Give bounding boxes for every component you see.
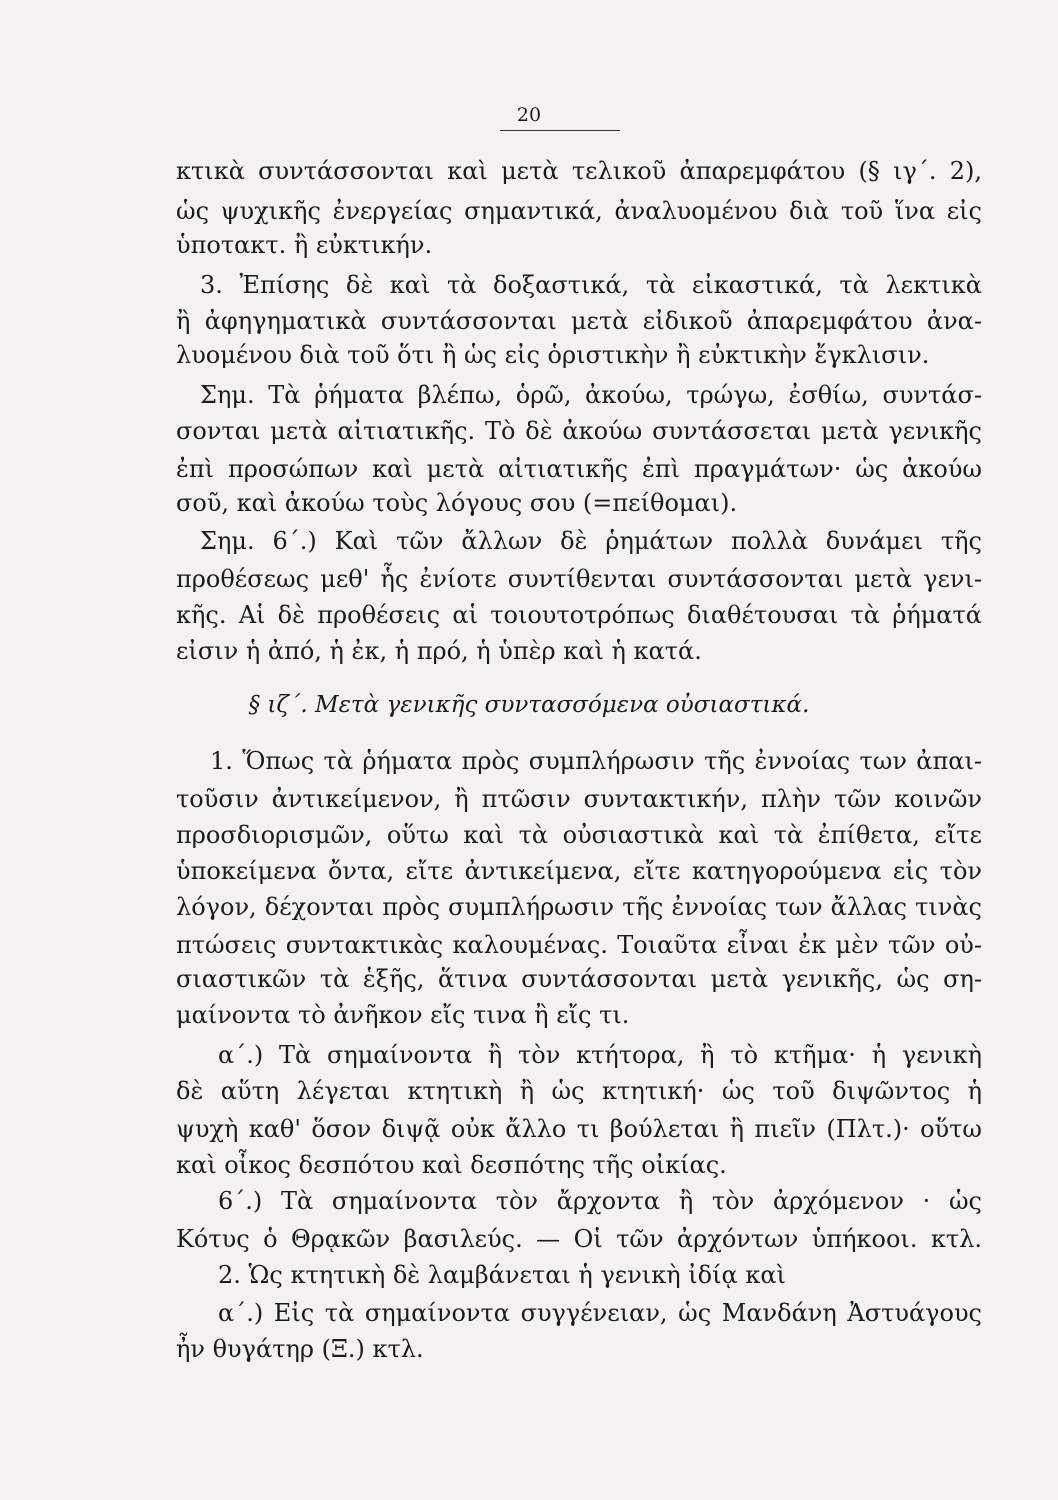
text-line: προσδιορισμῶν, οὕτω καὶ τὰ οὐσιαστικὰ καὶ τὰ ἐπίθετα, εἴτε — [176, 821, 982, 849]
text-line: α΄.) Εἰς τὰ σημαίνοντα συγγένειαν, ὡς Μανδάνη Ἀστυάγους — [218, 1299, 982, 1327]
text-line: τοῦσιν ἀντικείμενον, ἢ πτῶσιν συντακτικήν, πλὴν τῶν κοινῶν — [176, 785, 982, 813]
text-line: λόγον, δέχονται πρὸς συμπλήρωσιν τῆς ἐννοίας των ἄλλας τινὰς — [176, 893, 982, 921]
text-line: 6΄.) Τὰ σημαίνοντα τὸν ἄρχοντα ἢ τὸν ἀρχόμενον · ὡς — [218, 1187, 982, 1215]
text-line: 3. Ἐπίσης δὲ καὶ τὰ δοξαστικά, τὰ εἰκαστικά, τὰ λεκτικὰ — [200, 271, 982, 299]
text-line: 2. Ὡς κτητικὴ δὲ λαμβάνεται ἡ γενικὴ ἰδίᾳ καὶ — [218, 1261, 786, 1289]
text-line: ἦν θυγάτηρ (Ξ.) κτλ. — [176, 1335, 424, 1363]
text-line: Σημ. Τὰ ῥήματα βλέπω, ὁρῶ, ἀκούω, τρώγω, ἐσθίω, συντάσ- — [200, 381, 982, 409]
text-line: προθέσεως μεθ' ἧς ἐνίοτε συντίθενται συντάσσονται μετὰ γενι- — [176, 565, 982, 593]
text-line: ὑποτακτ. ἢ εὐκτικήν. — [176, 231, 433, 259]
text-line: α΄.) Τὰ σημαίνοντα ἢ τὸν κτήτορα, ἢ τὸ κτῆμα· ἡ γενικὴ — [218, 1041, 982, 1069]
text-line: καὶ οἶκος δεσπότου καὶ δεσπότης τῆς οἰκίας. — [176, 1151, 727, 1179]
text-line: ἢ ἀφηγηματικὰ συντάσσονται μετὰ εἰδικοῦ ἀπαρεμφάτου ἀνα- — [176, 307, 982, 335]
text-line: Σημ. 6΄.) Καὶ τῶν ἄλλων δὲ ῥημάτων πολλὰ δυνάμει τῆς — [200, 527, 982, 555]
text-line: ψυχὴ καθ' ὅσον διψᾷ οὐκ ἄλλο τι βούλεται ἢ πιεῖν (Πλτ.)· οὕτω — [176, 1115, 982, 1143]
text-line: σοῦ, καὶ ἀκούω τοὺς λόγους σου (=πείθομαι). — [176, 489, 738, 517]
text-line: εἰσιν ἡ ἀπό, ἡ ἐκ, ἡ πρό, ἡ ὑπὲρ καὶ ἡ κατά. — [176, 637, 702, 665]
text-line: 1. Ὅπως τὰ ῥήματα πρὸς συμπλήρωσιν τῆς ἐννοίας των ἀπαι- — [210, 747, 982, 775]
text-line: σιαστικῶν τὰ ἑξῆς, ἅτινα συντάσσονται μετὰ γενικῆς, ὡς ση- — [176, 965, 982, 993]
text-line: ὡς ψυχικῆς ἐνεργείας σημαντικά, ἀναλυομένου διὰ τοῦ ἵνα εἰς — [176, 197, 982, 225]
header-rule — [500, 130, 620, 131]
text-line: κῆς. Αἱ δὲ προθέσεις αἱ τοιουτοτρόπως διαθέτουσαι τὰ ῥήματά — [176, 601, 982, 629]
section-heading: § ιζ΄. Μετὰ γενικῆς συντασσόμενα οὐσιαστικά. — [248, 692, 810, 718]
text-line: ὑποκείμενα ὄντα, εἴτε ἀντικείμενα, εἴτε κατηγορούμενα εἰς τὸν — [176, 857, 982, 885]
text-line: λυομένου διὰ τοῦ ὅτι ἢ ὡς εἰς ὁριστικὴν ἢ εὐκτικὴν ἔγκλισιν. — [176, 341, 930, 369]
text-line: σονται μετὰ αἰτιατικῆς. Τὸ δὲ ἀκούω συντάσσεται μετὰ γενικῆς — [176, 417, 982, 445]
text-line: κτικὰ συντάσσονται καὶ μετὰ τελικοῦ ἀπαρεμφάτου (§ ιγ΄. 2), — [176, 157, 982, 185]
text-line: ἐπὶ προσώπων καὶ μετὰ αἰτιατικῆς ἐπὶ πραγμάτων· ὡς ἀκούω — [176, 455, 982, 483]
text-line: πτώσεις συντακτικὰς καλουμένας. Τοιαῦτα εἶναι ἐκ μὲν τῶν οὐ- — [176, 931, 982, 959]
text-line: δὲ αὕτη λέγεται κτητικὴ ἢ ὡς κτητική· ὡς τοῦ διψῶντος ἡ — [176, 1077, 982, 1105]
text-line: μαίνοντα τὸ ἀνῆκον εἴς τινα ἢ εἴς τι. — [176, 1001, 630, 1029]
page-number: 20 — [516, 104, 542, 126]
text-line: Κότυς ὁ Θρᾳκῶν βασιλεύς. — Οἱ τῶν ἀρχόντων ὑπήκοοι. κτλ. — [176, 1225, 982, 1253]
